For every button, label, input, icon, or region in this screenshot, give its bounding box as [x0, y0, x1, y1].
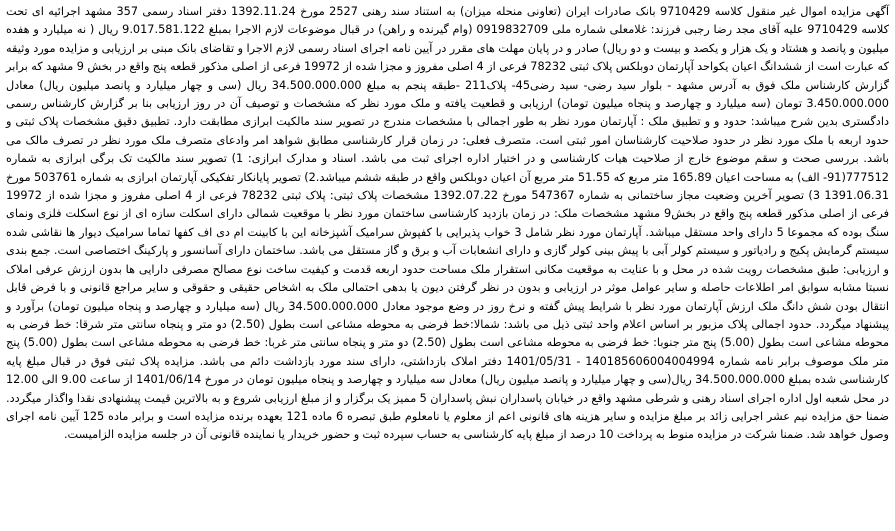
notice-body-text: آگهی مزایده اموال غیر منقول کلاسه 9710429 بانک صادرات ایران (تعاونی منحله میزان) به استناد سند رهنی 2527 مورخ 1392.11.24 دفتر اسناد رسمی 357 مشهد اجرائیه ای تحت کلاسه 9710429 علیه آقای مجد رضا رجبی فرزند: غلامعلی شماره ملی 0919832709 (وام گیرنده و راهن) در قبال موضوعات لازم الاجرا بمبلغ 9.017.581.122 ریال ( نه میلیارد و هفده میلیون و پانصد و هشتاد و یک هزار و یکصد و بیست و دو ریال) صادر و در پایان مهلت های مقرر در آیین نامه اجرای اسناد رسمی لازم الاجرا و تقاضای بانک مبنی بر ارزیابی و مزایده مورد وثیقه که عبارت است از ششدانگ اعیان یکواحد آپارتمان دوبلکس پلاک ثبتی 78232 فرعی از 4 اصلی مفروز و مجزا شده از 19972 فرعی از اصلی مذکور قطعه پنج واقع در بخش 9 مشهد که برابر گزارش کارشناس ملک فوق به آدرس مشهد - بلوار سید رضی- سید رضی45- پلاک211 -طبقه پنجم به مبلغ 34.500.000.000 ریال (سی و چهار میلیارد و پانصد میلیون ریال) معادل 3.450.000.000 تومان (سه میلیارد و چهارصد و پنجاه میلیون تومان) ارزیابی و قطعیت یافته و ملک مورد نظر که مشخصات و توصیف آن در روز ارزیابی بنا بر گزارش کارشناس رسمی دادگستری بدین شرح میباشد: حدود و و تطبیق ملک : آپارتمان مورد نظر به طور اجمالی با مشخصات مندرج در تصویر سند مالکیت ابرازی مطابقت دارد. تطبیق دقیق مشخصات پلاک ثبتی و حدود اربعه با ملک مورد نظر در حدود صلاحیت کارشناسان امور ثبتی است. متصرف فعلی: در زمان قرار کارشناسی مطابق شواهد امر وادعای متصرف ملک مورد نظر در تصرف مالک می باشد. بررسی صحت و سقم موضوع خارج از صلاحیت هیات کارشناسی و در اختیار اداره اجرای ثبت می باشد. اسناد و مدارک ابرازی: 1) تصویر سند مالکیت تک برگی ابرازی به شماره 777512(91- الف) به مساحت اعیان 165.89 متر مربع که 51.55 متر مربع آن اعیان دوبلکس واقع در طبقه ششم میباشد.2) تصویر پایانکار تفکیکی آپارتمان ابرازی به شماره 503761 مورخ 1391.06.31 3) تصویر آخرین وضعیت مجاز ساختمانی به شماره 547367 مورخ 1392.07.22 مشخصات پلاک ثبتی: پلاک ثبتی 78232 فرعی از 4 اصلی مفروز و مجزا شده از 19972 فرعی از اصلی مذکور قطعه پنج واقع در بخش9 مشهد مشخصات ملک: در زمان بازدید کارشناسی ساختمان مورد نظر با موقعیت شمالی دارای اسکلت سازه ای از نوع اسکلت فلزی ونمای سنگ بوده که مجموعا 5 دارای واحد مستقل میباشد. آپارتمان مورد نظر شامل 3 خواب پذیرایی با کفپوش سرامیک آشپزخانه این با کابینت ام دی اف کفها تماما سرامیک دیوار ها نقاشی شده سیستم گرمایش پکیج و رادیاتور و سیستم کولر آبی با پیش بینی کولر گازی و دارای انشعابات آب و برق و گاز مستقل می باشد. ساختمان دارای آسانسور و پارکینگ اختصاصی است. جمع بندی و ارزیابی: طبق مشخصات رویت شده در محل و با عنایت به موقعیت مکانی استقرار ملک مساحت حدود اربعه قدمت و کیفیت ساخت نوع مصالح مصرفی دارایی ها بدون ارزش عرفی املاک نسبتا مشابه سوابق امر اطلاعات حاصله و سایر عوامل موثر در ارزیابی و بدون در نظر گرفتن دیون یا بدهی احتمالی ملک به اشخاص حقیقی و حقوقی و سایر مراجع قانونی و با فرض قابل انتقال بودن شش دانگ ملک ارزش آپارتمان مورد نظر با شرایط پیش گفته و نرخ روز در وضع موجود معادل 34.500.000.000 ریال (سه میلیارد و چهارصد و پنجاه میلیون تومان) برآورد و پیشنهاد میگردد. حدود اجمالی پلاک مزبور بر اساس اعلام واحد ثبتی ذیل می باشد: شمالا:خط فرضی به محوطه مشاعی است بطول (2.50) دو متر و پنجاه سانتی متر شرقا: خط فرضی به محوطه مشاعی است بطول (5.00) پنج متر جنوبا: خط فرضی به محوطه مشاعی است بطول (2.50) دو متر و پنجاه سانتی متر غربا: خط فرضی به محوطه مشاعی است بطول (5.00) پنج متر ملک موصوف برابر نامه شماره 140185606004004994 - 1401/05/31 دفتر املاک بازداشتی، دارای سند مورد بازداشت دائم می باشد. مزایده پلاک ثبتی فوق در قبال مبلغ پایه کارشناسی شده بمبلغ 34.500.000.000 ریال(سی و چهار میلیارد و پانصد میلیون ریال) معادل سه میلیارد و چهارصد و پنجاه میلیون تومان در مورخ 1401/06/14 از ساعت 9.00 الی 12.00 در محل شعبه اول اداره اجرای اسناد رهنی و شرطی مشهد واقع در خیابان پاسداران نبش پاسداران 5 ممیز یک برگزار و از مبلغ ارزیابی شروع و به بالاترین قیمت پیشنهادی نقدا واگذار میگردد. ضمنا حق مزایده نیم عشر اجرایی زائد بر مبلغ مزایده و سایر هزینه های قانونی اعم از معلوم یا نامعلوم طبق تبصره 6 ماده 121 بعهده برنده مزایده است و برابر ماده 125 آیین نامه اجرای وصول خواهد شد. ضمنا شرکت در مزایده منوط به پرداخت 10 درصد از مبلغ پایه کارشناسی به حساب سپرده ثبت و حضور خریدار یا نماینده قانونی آن در جلسه مزایده الزامیست.: [6, 5, 890, 442]
